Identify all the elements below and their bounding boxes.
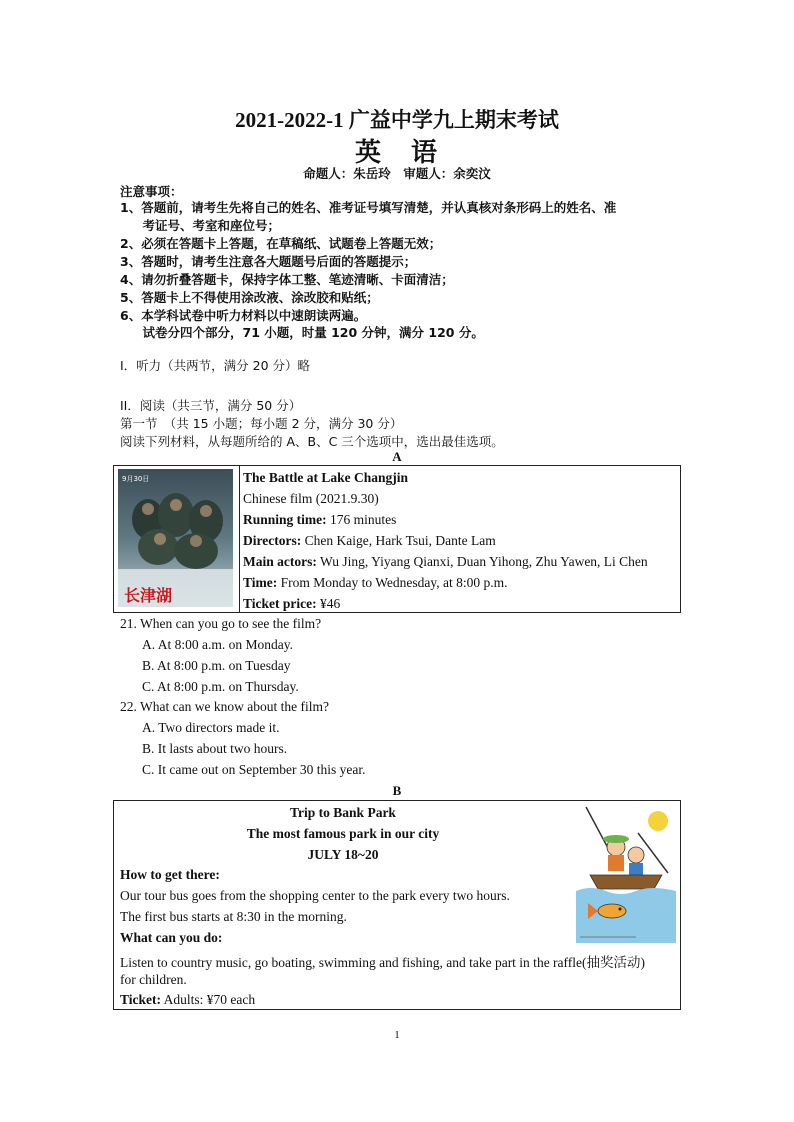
- exam-title: 2021-2022-1 广益中学九上期末考试: [235, 108, 559, 132]
- how-heading: How to get there:: [120, 867, 220, 882]
- question-option: A. At 8:00 a.m. on Monday.: [142, 637, 293, 652]
- directors-row: [243, 533, 496, 549]
- time-value: From Monday to Wednesday, at 8:00 p.m.: [277, 575, 508, 590]
- trip-subtitle: The most famous park in our city: [246, 826, 440, 841]
- how-line: The first bus starts at 8:30 in the morning.: [120, 909, 347, 924]
- film-title: The Battle at Lake Changjin: [243, 470, 409, 485]
- passage-b-letter: B: [392, 783, 402, 798]
- reading-instruction: 阅读下列材料，从每题所给的 A、B、C 三个选项中，选出最佳选项。: [120, 434, 504, 449]
- question-option: B. At 8:00 p.m. on Tuesday: [142, 658, 291, 673]
- directors-value: Chen Kaige, Hark Tsui, Dante Lam: [301, 533, 496, 548]
- time-label: Time:: [243, 575, 278, 590]
- part-one-heading: 第一节 （共 15 小题；每小题 2 分，满分 30 分）: [120, 416, 403, 431]
- notice-item: 3、答题时，请考生注意各大题题号后面的答题提示；: [120, 254, 417, 269]
- notice-item: 6、本学科试卷中听力材料以中速朗读两遍。: [120, 308, 367, 323]
- how-line: Our tour bus goes from the shopping center to the park every two hours.: [120, 888, 510, 903]
- notice-item: 考证号、考室和座位号；: [130, 218, 281, 233]
- film-description: Chinese film (2021.9.30): [243, 491, 379, 506]
- actors-row: [243, 554, 648, 570]
- page-number: 1: [394, 1029, 400, 1041]
- fishing-illustration: [576, 803, 676, 943]
- trip-dates: JULY 18~20: [307, 847, 379, 862]
- trip-title: Trip to Bank Park: [290, 805, 396, 820]
- ticket-row: [120, 992, 255, 1008]
- actors-label: Main actors:: [243, 554, 317, 569]
- running-time-row: [243, 512, 396, 528]
- table-divider: [239, 466, 240, 612]
- notice-item: 4、请勿折叠答题卡，保持字体工整、笔迹清晰、卡面清洁；: [120, 272, 454, 287]
- reading-section: II．阅读（共三节，满分 50 分）: [120, 398, 302, 413]
- passage-a-letter: A: [392, 449, 402, 464]
- question-option: C. At 8:00 p.m. on Thursday.: [142, 679, 299, 694]
- authors-line: 命题人：朱岳玲 审题人：余奕汶: [303, 166, 491, 181]
- directors-label: Directors:: [243, 533, 302, 548]
- what-line: Listen to country music, go boating, swimming and fishing, and take part in the raffle(抽奖活动): [120, 955, 646, 970]
- what-line: for children.: [120, 972, 187, 987]
- question-option: A. Two directors made it.: [142, 720, 280, 735]
- notice-item: 5、答题卡上不得使用涂改液、涂改胶和贴纸；: [120, 290, 379, 305]
- poster-title-text: 长津湖: [124, 586, 173, 605]
- ticket-label: Ticket:: [120, 992, 161, 1007]
- question-stem: 22. What can we know about the film?: [120, 699, 329, 714]
- notice-item: 2、必须在答题卡上答题，在草稿纸、试题卷上答题无效；: [120, 236, 442, 251]
- notice-item: 试卷分四个部分，71 小题，时量 120 分钟，满分 120 分。: [130, 325, 484, 340]
- poster-date-text: 9月30日: [122, 475, 150, 483]
- ticket-price-value: ¥46: [316, 596, 341, 611]
- question-option: C. It came out on September 30 this year.: [142, 762, 366, 777]
- subject-title: 英 语: [354, 138, 439, 168]
- notice-heading: 注意事项：: [120, 184, 183, 199]
- running-time-value: 176 minutes: [326, 512, 397, 527]
- ticket-price-row: [243, 596, 340, 612]
- time-row: [243, 575, 508, 591]
- film-poster: [118, 469, 233, 607]
- question-option: B. It lasts about two hours.: [142, 741, 288, 756]
- film-poster-image: [118, 469, 233, 607]
- actors-value: Wu Jing, Yiyang Qianxi, Duan Yihong, Zhu Yawen, Li Chen: [316, 554, 648, 569]
- running-time-label: Running time:: [243, 512, 327, 527]
- notice-item: 1、答题前，请考生先将自己的姓名、准考证号填写清楚，并认真核对条形码上的姓名、准: [120, 200, 617, 215]
- question-stem: 21. When can you go to see the film?: [120, 616, 322, 631]
- listening-section: I．听力（共两节，满分 20 分）略: [120, 358, 311, 373]
- what-heading: What can you do:: [120, 930, 223, 945]
- ticket-value: Adults: ¥70 each: [161, 992, 256, 1007]
- ticket-price-label: Ticket price:: [243, 596, 317, 611]
